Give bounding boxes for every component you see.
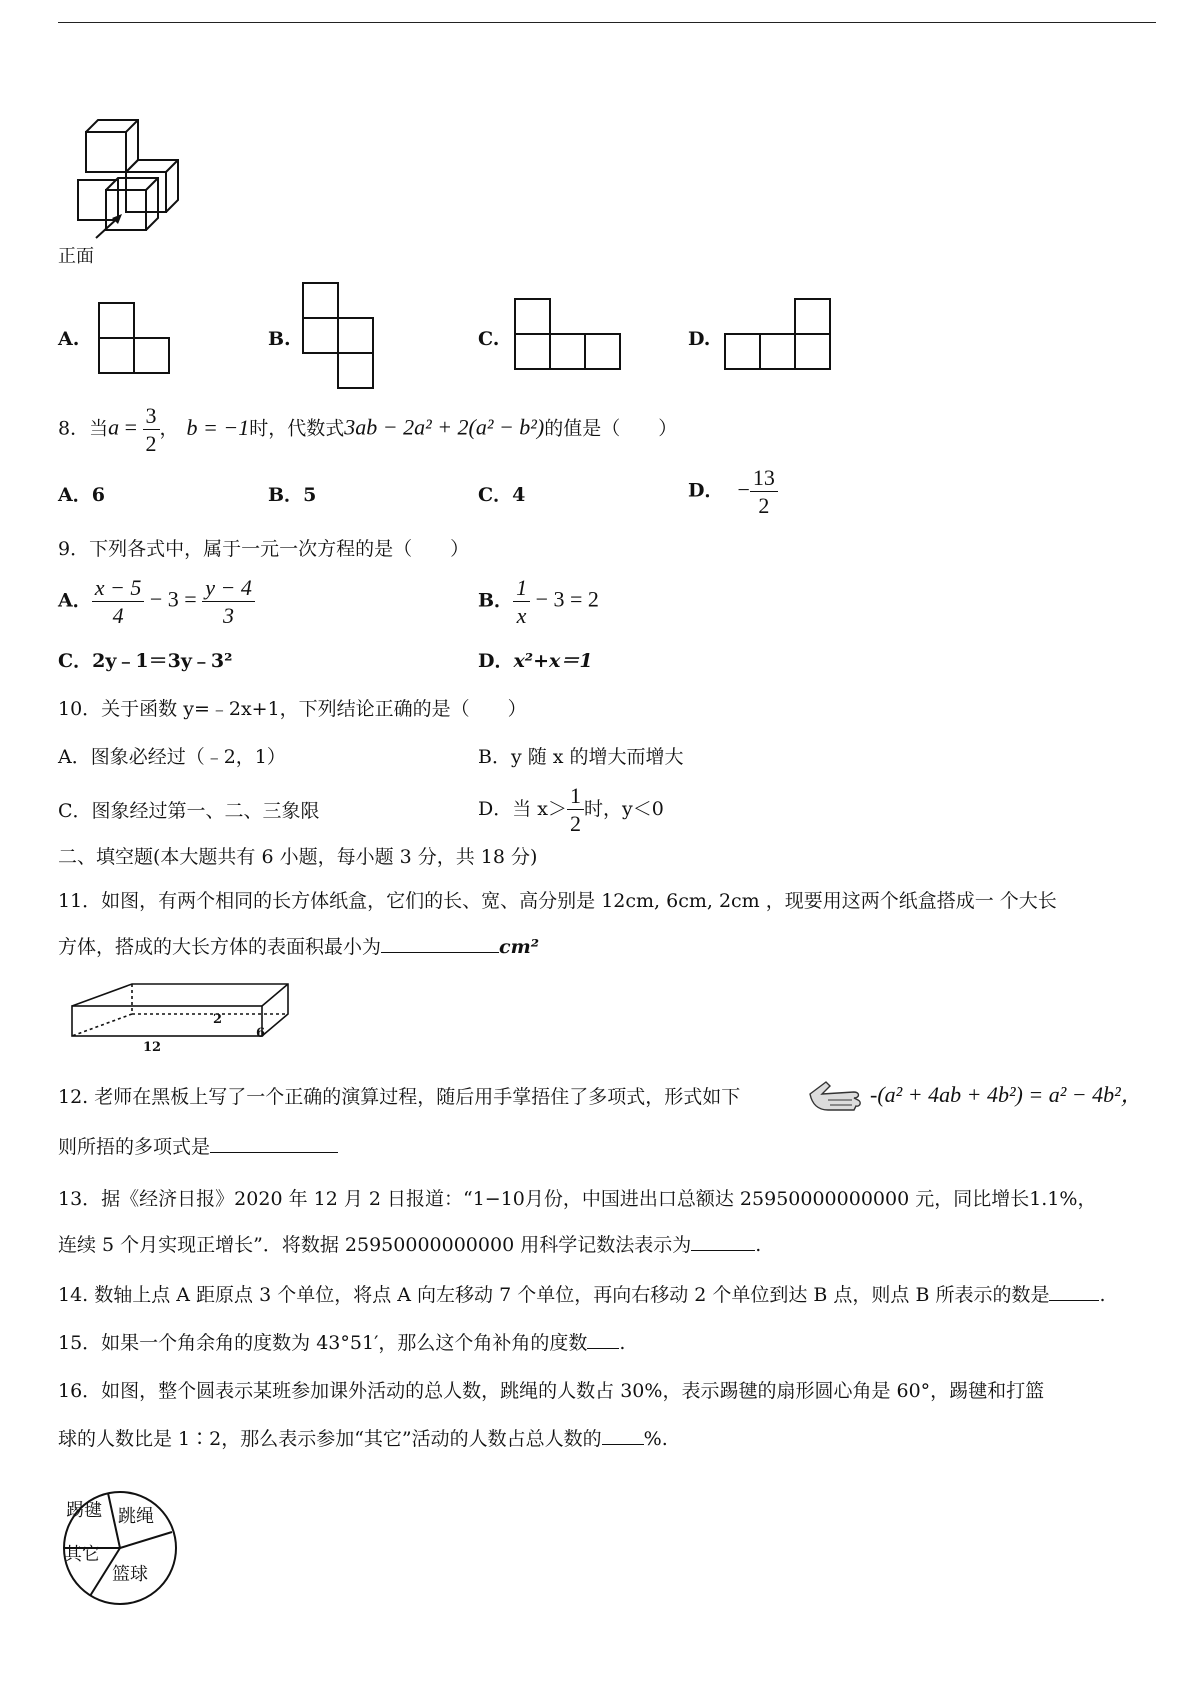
q7-option-c-key: C. — [478, 328, 500, 350]
front-label: 正面 — [58, 246, 94, 267]
q7-option-b-figure — [302, 282, 376, 390]
q14-answer-blank — [1049, 1300, 1099, 1301]
q8-suffix: 的值是（ ） — [544, 417, 678, 440]
q16-line1: 16．如图，整个圆表示某班参加课外活动的总人数，跳绳的人数占 30%，表示踢毽的扇形圆心角是 60°，踢毽和打篮 — [58, 1380, 1045, 1402]
q10-option-d: D．当 x＞ $\frac{1}{2}$ 时，y＜0 — [478, 783, 664, 837]
q12-line2: 则所捂的多项式是 — [58, 1136, 338, 1159]
q9-option-c: C．2y﹣1＝3y﹣3² — [58, 650, 233, 672]
q7-option-d-key: D. — [688, 328, 711, 350]
q7-option-d-figure — [724, 298, 836, 372]
q10-option-b: B．y 随 x 的增大而增大 — [478, 746, 684, 768]
hand-icon — [806, 1074, 868, 1114]
q12-answer-blank — [210, 1152, 338, 1153]
q9-stem: 9．下列各式中，属于一元一次方程的是（ ） — [58, 538, 470, 560]
q10-option-c: C．图象经过第一、二、三象限 — [58, 800, 320, 822]
q8-a-den: 2 — [145, 431, 157, 457]
q8-option-c: C．4 — [478, 484, 526, 506]
q7-option-b-key: B. — [268, 328, 291, 350]
q12-expression: -(a² + 4ab + 4b²) = a² − 4b²， — [870, 1082, 1143, 1107]
q11-answer-blank — [381, 952, 499, 953]
box-width-label: 6 — [256, 1026, 266, 1041]
q8-option-a: A．6 — [58, 484, 105, 506]
q11-line1: 11．如图，有两个相同的长方体纸盒，它们的长、宽、高分别是 12cm, 6cm, 2cm ，现要用这两个纸盒搭成一 个大长 — [58, 890, 1057, 912]
q8-mid: ， — [159, 417, 179, 440]
q7-option-a-key: A. — [58, 328, 80, 350]
pie-label-jianzi: 踢毽 — [66, 1500, 102, 1521]
pie-label-qita: 其它 — [64, 1544, 100, 1565]
q10-stem: 10．关于函数 y=﹣2x+1，下列结论正确的是（ ） — [58, 698, 527, 720]
q8-shi: 时，代数式 — [249, 417, 345, 440]
q11-line2: 方体，搭成的大长方体的表面积最小为 cm² — [58, 936, 540, 958]
q8-option-b: B．5 — [268, 484, 317, 506]
q7-option-a-figure — [98, 302, 172, 374]
q10-option-a: A．图象必经过（﹣2，1） — [58, 746, 286, 768]
q8-a-fraction — [143, 404, 160, 455]
box-length-label: 12 — [143, 1040, 162, 1055]
q12-line1: 12. 老师在黑板上写了一个正确的演算过程，随后用手掌捂住了多项式，形式如下 — [58, 1086, 741, 1108]
q13-line1: 13．据《经济日报》2020 年 12 月 2 日报道：“1−10月份，中国进出口总额达 25950000000000 元，同比增长1.1%， — [58, 1188, 1097, 1210]
q8-stem — [58, 404, 677, 455]
q8-option-d: D． − $\frac{13}{2}$ — [688, 466, 778, 517]
q13-answer-blank — [691, 1250, 755, 1251]
q8-prefix: 8．当 — [58, 417, 109, 440]
q8-b-expr: b = −1 — [186, 414, 250, 440]
q9-option-a: A． $\frac{x - 5}{4}$ − 3 = $\frac{y - 4}{3}$ — [58, 576, 255, 627]
section-heading: 二、填空题(本大题共有 6 小题，每小题 3 分，共 18 分) — [58, 846, 538, 868]
q9-option-d: D．x²+x＝1 — [478, 650, 593, 672]
q8-expr: 3ab − 2a² + 2(a² − b²) — [344, 414, 545, 440]
q15-line: 15．如果一个角余角的度数为 43°51′，那么这个角补角的度数 . — [58, 1332, 626, 1354]
pie-label-tiaosheng: 跳绳 — [118, 1506, 154, 1527]
q8-a-num: 3 — [143, 404, 160, 430]
q16-answer-blank — [602, 1444, 644, 1445]
q15-answer-blank — [587, 1348, 619, 1349]
q7-option-c-figure — [514, 298, 626, 372]
box-height-label: 2 — [213, 1012, 223, 1027]
q8-a-var: a — [108, 414, 120, 440]
q13-line2: 连续 5 个月实现正增长”．将数据 25950000000000 用科学记数法表示为 . — [58, 1234, 762, 1256]
pie-label-lanqiu: 篮球 — [112, 1564, 148, 1585]
box-figure — [68, 982, 298, 1058]
q14-line: 14. 数轴上点 A 距原点 3 个单位，将点 A 向左移动 7 个单位，再向右移动 2 个单位到达 B 点，则点 B 所表示的数是 . — [58, 1284, 1106, 1306]
q16-line2: 球的人数比是 1∶2，那么表示参加“其它”活动的人数占总人数的 %. — [58, 1428, 668, 1450]
q8-eq: = — [119, 414, 143, 440]
q9-option-b: B． $\frac{1}{x}$ − 3 = 2 — [478, 575, 599, 629]
header-rule — [58, 22, 1156, 23]
